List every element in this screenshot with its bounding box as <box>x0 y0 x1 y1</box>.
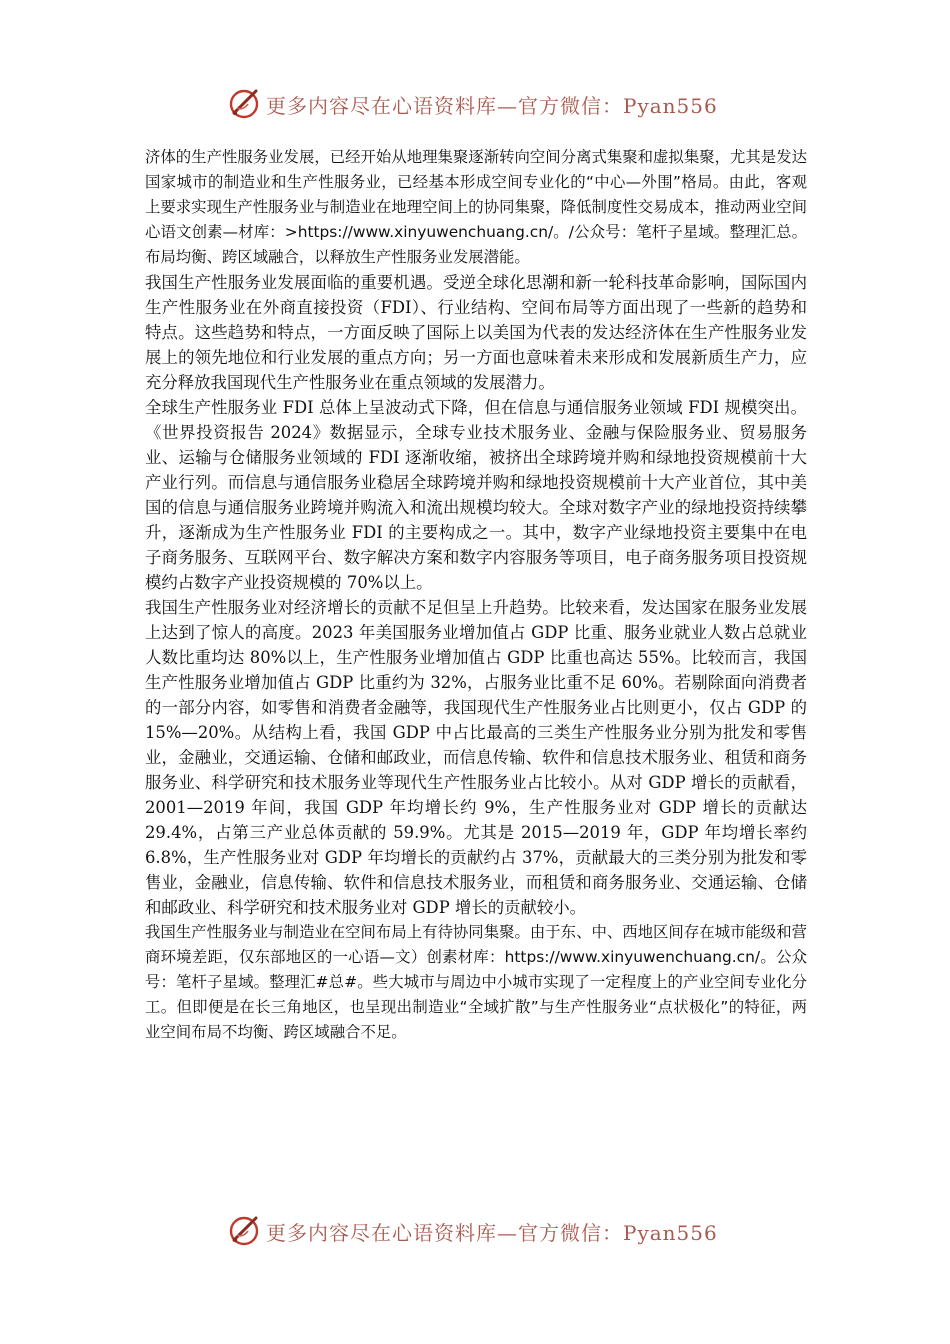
paragraph-4: 我国生产性服务业对经济增长的贡献不足但呈上升趋势。比较来看，发达国家在服务业发展上达到了惊人的高度。2023 年美国服务业增加值占 GDP 比重、服务业就业人数占总就业人数比重均达 80%以上，生产性服务业增加值占 GDP 比重也高达 55%。比较而言，我国生产性服务业增加值占 GDP 比重约为 32%，占服务业比重不足 60%。若剔除面向消费者的一部分内容，如零售和消费者金融等，我国现代生产性服务业占比则更小，仅占 GDP 的 15%—20%。从结构上看，我国 GDP 中占比最高的三类生产性服务业分别为批发和零售业，金融业，交通运输、仓储和邮政业，而信息传输、软件和信息技术服务业、租赁和商务服务业、科学研究和技术服务业等现代生产性服务业占比较小。从对 GDP 增长的贡献看，2001—2019 年间，我国 GDP 年均增长约 9%，生产性服务业对 GDP 增长的贡献达 29.4%，占第三产业总体贡献的 59.9%。尤其是 2015—2019 年，GDP 年均增长率约 6.8%，生产性服务业对 GDP 年均增长的贡献约占 37%，贡献最大的三类分别为批发和零售业，金融业，信息传输、软件和信息技术服务业，而租赁和商务服务业、交通运输、仓储和邮政业、科学研究和技术服务业对 GDP 增长的贡献较小。 <box>145 598 807 917</box>
paragraph-3: 全球生产性服务业 FDI 总体上呈波动式下降，但在信息与通信服务业领域 FDI 规模突出。《世界投资报告 2024》数据显示，全球专业技术服务业、金融与保险服务业、贸易服务业、运输与仓储服务业领域的 FDI 逐渐收缩，被挤出全球跨境并购和绿地投资规模前十大产业行列。而信息与通信服务业稳居全球跨境并购和绿地投资规模前十大产业首位，其中美国的信息与通信服务业跨境并购流入和流出规模均较大。全球对数字产业的绿地投资持续攀升，逐渐成为生产性服务业 FDI 的主要构成之一。其中，数字产业绿地投资主要集中在电子商务服务、互联网平台、数字解决方案和数字内容服务等项目，电子商务服务项目投资规模约占数字产业投资规模的 70%以上。 <box>145 398 807 592</box>
brush-logo-icon <box>226 86 262 122</box>
footer-banner-text: 更多内容尽在心语资料库—官方微信：Pyan556 <box>266 1220 718 1245</box>
brush-logo-icon <box>226 1213 262 1249</box>
paragraph-5: 我国生产性服务业与制造业在空间布局上有待协同集聚。由于东、中、西地区间存在城市能级和营商环境差距，仅东部地区的一心语—文）创素材库：https://www.xinyuwenchuang.cn/。公众号：笔杆子星域。整理汇#总#。些大城市与周边中小城市实现了一定程度上的产业空间专业化分工。但即便是在长三角地区，也呈现出制造业“全域扩散”与生产性服务业“点状极化”的特征，两业空间布局不均衡、跨区域融合不足。 <box>145 923 807 1041</box>
document-body <box>145 145 807 1045</box>
header-banner-text: 更多内容尽在心语资料库—官方微信：Pyan556 <box>266 93 718 118</box>
paragraph-2: 我国生产性服务业发展面临的重要机遇。受逆全球化思潮和新一轮科技革命影响，国际国内生产性服务业在外商直接投资（FDI）、行业结构、空间布局等方面出现了一些新的趋势和特点。这些趋势和特点，一方面反映了国际上以美国为代表的发达经济体在生产性服务业发展上的领先地位和行业发展的重点方向；另一方面也意味着未来形成和发展新质生产力，应充分释放我国现代生产性服务业在重点领域的发展潜力。 <box>145 273 807 392</box>
header-watermark-banner <box>226 84 726 124</box>
paragraph-1: 济体的生产性服务业发展，已经开始从地理集聚逐渐转向空间分离式集聚和虚拟集聚，尤其是发达国家城市的制造业和生产性服务业，已经基本形成空间专业化的“中心—外围”格局。由此，客观上要求实现生产性服务业与制造业在地理空间上的协同集聚，降低制度性交易成本，推动两业空间心语文创素—材库：>https://www.xinyuwenchuang.cn/。/公众号：笔杆子星域。整理汇总。布局均衡、跨区域融合，以释放生产性服务业发展潜能。 <box>145 148 807 266</box>
footer-watermark-banner <box>226 1211 726 1251</box>
